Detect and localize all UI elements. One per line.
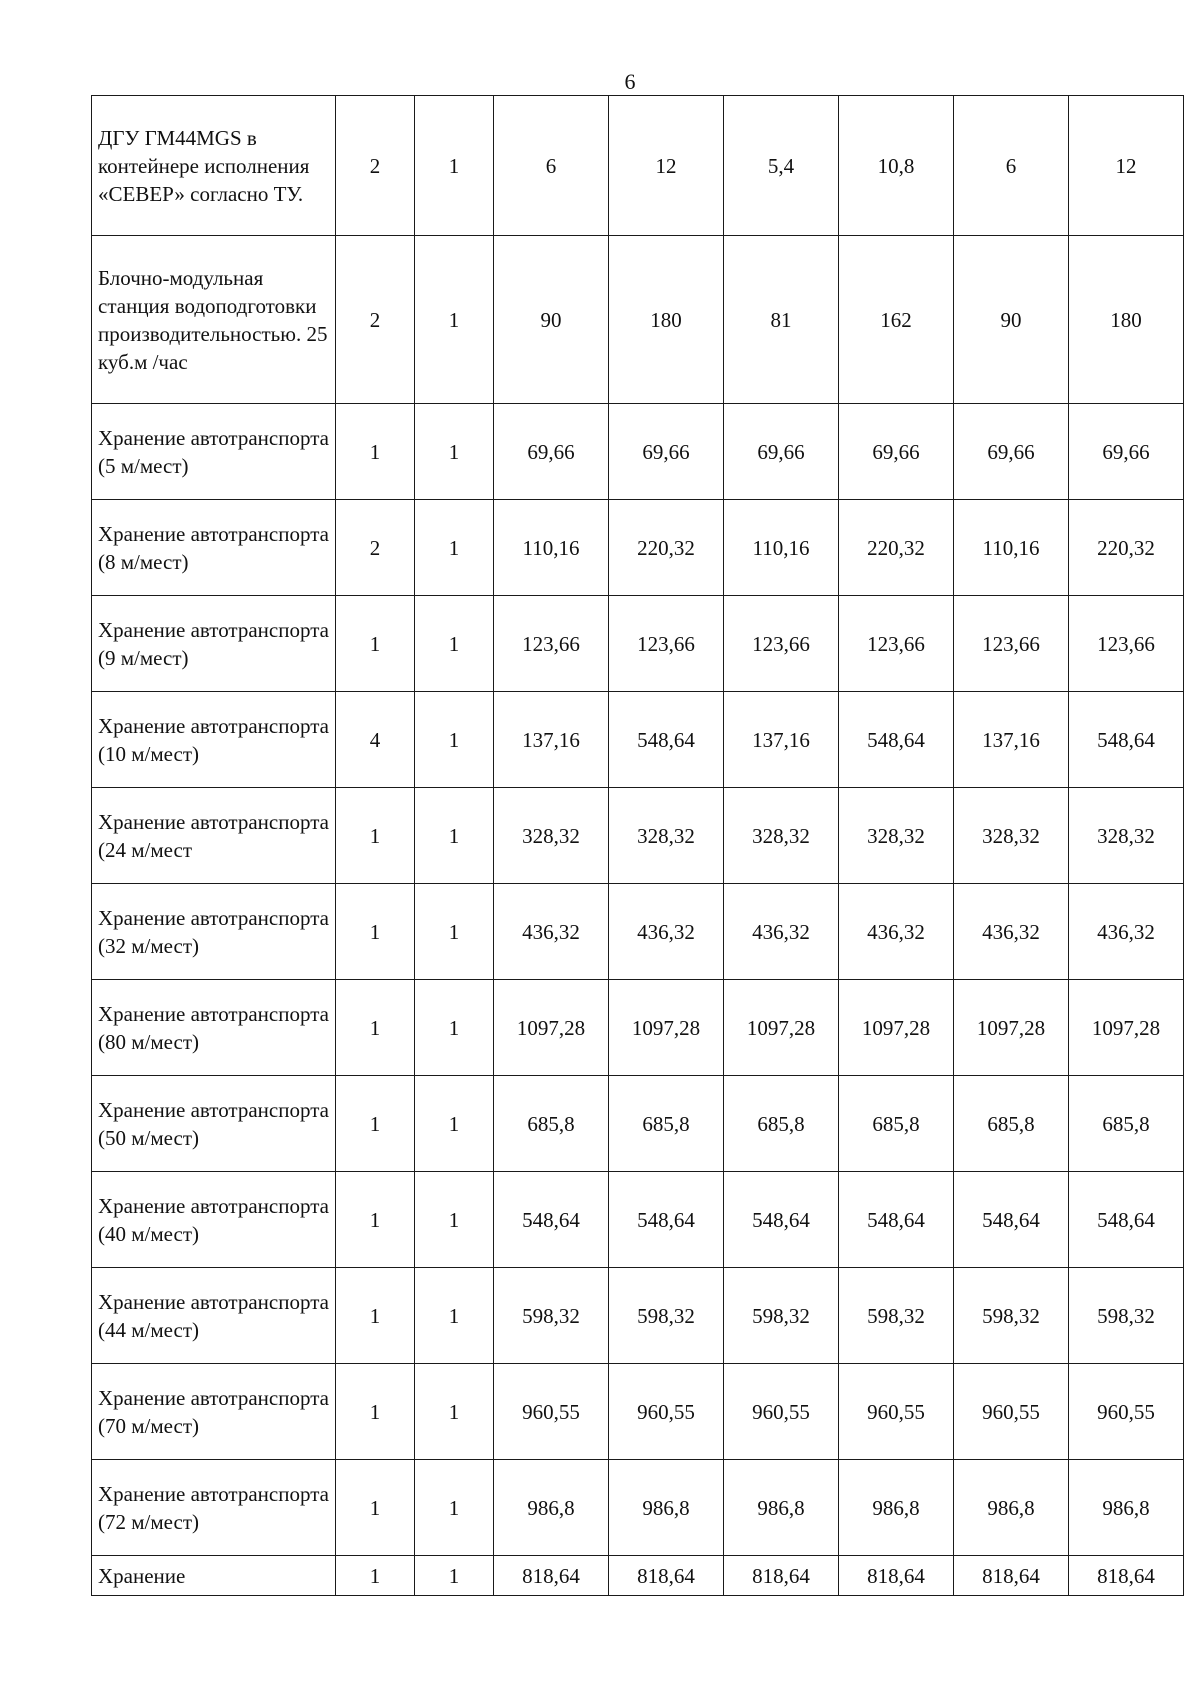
table-row [92, 404, 1184, 500]
value-cell: 220,32 [1069, 500, 1184, 596]
table-row [92, 96, 1184, 236]
value-cell: 548,64 [954, 1172, 1069, 1268]
table-row [92, 1076, 1184, 1172]
quantity-cell: 1 [336, 884, 415, 980]
count-cell: 1 [415, 1076, 494, 1172]
table-row [92, 500, 1184, 596]
value-cell: 818,64 [954, 1556, 1069, 1596]
row-name-cell: Хранение автотранспорта (50 м/мест) [92, 1076, 336, 1172]
quantity-cell: 1 [336, 1172, 415, 1268]
value-cell: 685,8 [954, 1076, 1069, 1172]
value-cell: 1097,28 [724, 980, 839, 1076]
value-cell: 548,64 [1069, 692, 1184, 788]
row-name-cell: Хранение автотранспорта (9 м/мест) [92, 596, 336, 692]
value-cell: 123,66 [1069, 596, 1184, 692]
value-cell: 548,64 [609, 1172, 724, 1268]
quantity-cell: 2 [336, 96, 415, 236]
value-cell: 5,4 [724, 96, 839, 236]
table-row [92, 1364, 1184, 1460]
value-cell: 69,66 [954, 404, 1069, 500]
row-name-cell: Хранение автотранспорта (40 м/мест) [92, 1172, 336, 1268]
value-cell: 436,32 [954, 884, 1069, 980]
count-cell: 1 [415, 1556, 494, 1596]
value-cell: 598,32 [1069, 1268, 1184, 1364]
value-cell: 685,8 [609, 1076, 724, 1172]
quantity-cell: 2 [336, 236, 415, 404]
value-cell: 548,64 [609, 692, 724, 788]
value-cell: 110,16 [724, 500, 839, 596]
value-cell: 598,32 [494, 1268, 609, 1364]
count-cell: 1 [415, 1460, 494, 1556]
value-cell: 123,66 [839, 596, 954, 692]
value-cell: 81 [724, 236, 839, 404]
quantity-cell: 1 [336, 1076, 415, 1172]
value-cell: 123,66 [494, 596, 609, 692]
row-name-cell: Хранение автотранспорта (70 м/мест) [92, 1364, 336, 1460]
value-cell: 328,32 [839, 788, 954, 884]
table-row [92, 884, 1184, 980]
value-cell: 110,16 [954, 500, 1069, 596]
row-name-cell: Хранение автотранспорта (32 м/мест) [92, 884, 336, 980]
value-cell: 818,64 [839, 1556, 954, 1596]
table-row [92, 1460, 1184, 1556]
value-cell: 548,64 [494, 1172, 609, 1268]
row-name-cell: Хранение автотранспорта (80 м/мест) [92, 980, 336, 1076]
value-cell: 12 [1069, 96, 1184, 236]
quantity-cell: 2 [336, 500, 415, 596]
value-cell: 328,32 [609, 788, 724, 884]
value-cell: 818,64 [1069, 1556, 1184, 1596]
value-cell: 818,64 [724, 1556, 839, 1596]
value-cell: 137,16 [954, 692, 1069, 788]
value-cell: 220,32 [609, 500, 724, 596]
value-cell: 1097,28 [954, 980, 1069, 1076]
value-cell: 123,66 [609, 596, 724, 692]
row-name-cell: Хранение автотранспорта (5 м/мест) [92, 404, 336, 500]
value-cell: 986,8 [724, 1460, 839, 1556]
value-cell: 960,55 [609, 1364, 724, 1460]
quantity-cell: 1 [336, 404, 415, 500]
count-cell: 1 [415, 596, 494, 692]
row-name-cell: Хранение автотранспорта (44 м/мест) [92, 1268, 336, 1364]
value-cell: 90 [494, 236, 609, 404]
quantity-cell: 1 [336, 980, 415, 1076]
value-cell: 1097,28 [609, 980, 724, 1076]
value-cell: 548,64 [839, 1172, 954, 1268]
value-cell: 162 [839, 236, 954, 404]
table-row [92, 236, 1184, 404]
value-cell: 960,55 [1069, 1364, 1184, 1460]
value-cell: 1097,28 [494, 980, 609, 1076]
quantity-cell: 1 [336, 1364, 415, 1460]
count-cell: 1 [415, 692, 494, 788]
value-cell: 685,8 [494, 1076, 609, 1172]
value-cell: 69,66 [494, 404, 609, 500]
value-cell: 598,32 [839, 1268, 954, 1364]
value-cell: 685,8 [839, 1076, 954, 1172]
value-cell: 328,32 [954, 788, 1069, 884]
value-cell: 10,8 [839, 96, 954, 236]
value-cell: 598,32 [954, 1268, 1069, 1364]
value-cell: 548,64 [1069, 1172, 1184, 1268]
value-cell: 818,64 [494, 1556, 609, 1596]
value-cell: 180 [1069, 236, 1184, 404]
value-cell: 986,8 [954, 1460, 1069, 1556]
count-cell: 1 [415, 404, 494, 500]
quantity-cell: 1 [336, 1556, 415, 1596]
row-name-cell: Хранение [92, 1556, 336, 1596]
equipment-table [91, 95, 1184, 1596]
value-cell: 436,32 [1069, 884, 1184, 980]
value-cell: 6 [954, 96, 1069, 236]
value-cell: 69,66 [1069, 404, 1184, 500]
value-cell: 960,55 [954, 1364, 1069, 1460]
table-row [92, 788, 1184, 884]
value-cell: 436,32 [839, 884, 954, 980]
value-cell: 436,32 [494, 884, 609, 980]
value-cell: 960,55 [839, 1364, 954, 1460]
value-cell: 598,32 [609, 1268, 724, 1364]
value-cell: 986,8 [839, 1460, 954, 1556]
row-name-cell: ДГУ ГМ44MGS в контейнере исполнения «СЕВЕР» согласно ТУ. [92, 96, 336, 236]
row-name-cell: Блочно-модульная станция водоподготовки производительностью. 25 куб.м /час [92, 236, 336, 404]
value-cell: 69,66 [609, 404, 724, 500]
value-cell: 6 [494, 96, 609, 236]
quantity-cell: 1 [336, 596, 415, 692]
table-body [92, 96, 1184, 1596]
value-cell: 110,16 [494, 500, 609, 596]
value-cell: 137,16 [724, 692, 839, 788]
value-cell: 598,32 [724, 1268, 839, 1364]
count-cell: 1 [415, 500, 494, 596]
value-cell: 180 [609, 236, 724, 404]
table-row [92, 692, 1184, 788]
table-row [92, 1556, 1184, 1596]
count-cell: 1 [415, 788, 494, 884]
table-row [92, 596, 1184, 692]
count-cell: 1 [415, 884, 494, 980]
value-cell: 1097,28 [839, 980, 954, 1076]
table-row [92, 980, 1184, 1076]
value-cell: 328,32 [1069, 788, 1184, 884]
value-cell: 220,32 [839, 500, 954, 596]
count-cell: 1 [415, 980, 494, 1076]
value-cell: 123,66 [954, 596, 1069, 692]
value-cell: 818,64 [609, 1556, 724, 1596]
count-cell: 1 [415, 96, 494, 236]
quantity-cell: 4 [336, 692, 415, 788]
row-name-cell: Хранение автотранспорта (8 м/мест) [92, 500, 336, 596]
quantity-cell: 1 [336, 1460, 415, 1556]
value-cell: 960,55 [724, 1364, 839, 1460]
value-cell: 986,8 [609, 1460, 724, 1556]
value-cell: 328,32 [724, 788, 839, 884]
value-cell: 986,8 [494, 1460, 609, 1556]
value-cell: 69,66 [724, 404, 839, 500]
value-cell: 685,8 [1069, 1076, 1184, 1172]
value-cell: 960,55 [494, 1364, 609, 1460]
table-row [92, 1172, 1184, 1268]
count-cell: 1 [415, 236, 494, 404]
value-cell: 137,16 [494, 692, 609, 788]
value-cell: 12 [609, 96, 724, 236]
quantity-cell: 1 [336, 1268, 415, 1364]
value-cell: 1097,28 [1069, 980, 1184, 1076]
count-cell: 1 [415, 1364, 494, 1460]
value-cell: 123,66 [724, 596, 839, 692]
value-cell: 548,64 [839, 692, 954, 788]
row-name-cell: Хранение автотранспорта (10 м/мест) [92, 692, 336, 788]
count-cell: 1 [415, 1172, 494, 1268]
value-cell: 328,32 [494, 788, 609, 884]
value-cell: 69,66 [839, 404, 954, 500]
value-cell: 90 [954, 236, 1069, 404]
value-cell: 685,8 [724, 1076, 839, 1172]
page-number: 6 [624, 69, 636, 94]
value-cell: 986,8 [1069, 1460, 1184, 1556]
quantity-cell: 1 [336, 788, 415, 884]
value-cell: 436,32 [724, 884, 839, 980]
value-cell: 548,64 [724, 1172, 839, 1268]
count-cell: 1 [415, 1268, 494, 1364]
value-cell: 436,32 [609, 884, 724, 980]
table-row [92, 1268, 1184, 1364]
row-name-cell: Хранение автотранспорта (24 м/мест [92, 788, 336, 884]
row-name-cell: Хранение автотранспорта (72 м/мест) [92, 1460, 336, 1556]
